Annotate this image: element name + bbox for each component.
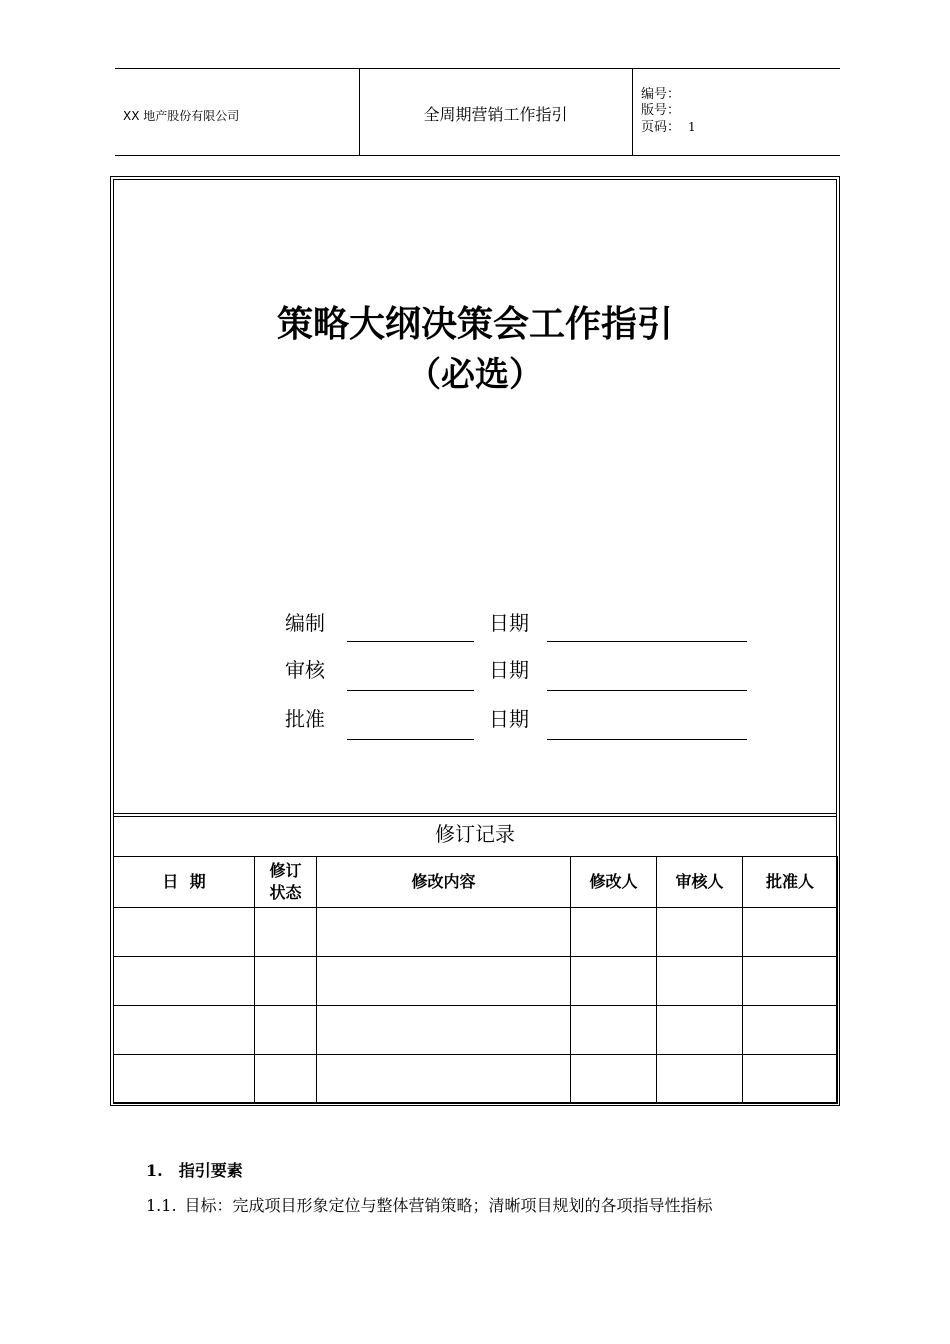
- section-separator: [113, 816, 837, 817]
- table-cell: [114, 908, 255, 957]
- section-number: 1.: [146, 1161, 163, 1180]
- table-cell: [657, 1055, 743, 1104]
- compile-label: 编制: [285, 611, 325, 635]
- version-label: 版号：: [641, 103, 681, 118]
- review-date-line: [547, 690, 747, 691]
- col-date: 日 期: [114, 857, 255, 908]
- table-row: [114, 1055, 838, 1104]
- header-meta: [641, 87, 696, 136]
- compile-date-line: [547, 641, 747, 642]
- table-cell: [317, 1006, 571, 1055]
- table-cell: [571, 1055, 657, 1104]
- revision-header-row: [114, 857, 838, 908]
- section-title: 指引要素: [178, 1161, 243, 1180]
- page-number: 1: [688, 120, 696, 134]
- review-label: 审核: [285, 658, 325, 682]
- table-cell: [743, 1055, 838, 1104]
- approve-date-label: 日期: [489, 707, 529, 731]
- table-cell: [571, 908, 657, 957]
- col-content: 修改内容: [317, 857, 571, 908]
- table-cell: [743, 908, 838, 957]
- revision-table: [113, 856, 838, 1104]
- code-label: 编号：: [641, 87, 681, 102]
- cover-subtitle: （必选）: [407, 355, 543, 395]
- table-cell: [743, 957, 838, 1006]
- table-cell: [114, 1055, 255, 1104]
- section-separator: [113, 813, 837, 814]
- page-line: [641, 119, 696, 136]
- approve-date-line: [547, 739, 747, 740]
- header-divider: [632, 69, 633, 155]
- company-name: XX 地产股份有限公司: [123, 109, 240, 123]
- compile-signature-line: [347, 641, 474, 642]
- table-cell: [571, 957, 657, 1006]
- table-cell: [657, 957, 743, 1006]
- table-cell: [255, 908, 317, 957]
- approve-label: 批准: [285, 707, 325, 731]
- table-cell: [743, 1006, 838, 1055]
- table-row: [114, 908, 838, 957]
- col-reviewer: 审核人: [657, 857, 743, 908]
- cover-title: 策略大纲决策会工作指引: [276, 303, 673, 345]
- table-cell: [255, 957, 317, 1006]
- table-cell: [317, 1055, 571, 1104]
- table-row: [114, 957, 838, 1006]
- page-label: 页码：: [641, 120, 681, 135]
- col-status: 修订 状态: [255, 857, 317, 908]
- table-cell: [255, 1006, 317, 1055]
- compile-date-label: 日期: [489, 611, 529, 635]
- page-header: [115, 68, 840, 156]
- col-approver: 批准人: [743, 857, 838, 908]
- review-date-label: 日期: [489, 658, 529, 682]
- header-doc-title: 全周期营销工作指引: [423, 105, 568, 124]
- item-paragraph: [146, 1193, 713, 1216]
- review-signature-line: [347, 690, 474, 691]
- table-cell: [114, 1006, 255, 1055]
- approve-signature-line: [347, 739, 474, 740]
- table-cell: [114, 957, 255, 1006]
- item-text: 目标：完成项目形象定位与整体营销策略；清晰项目规划的各项指导性指标: [184, 1196, 713, 1215]
- table-cell: [317, 908, 571, 957]
- table-cell: [657, 1006, 743, 1055]
- table-cell: [317, 957, 571, 1006]
- section-heading: [146, 1158, 243, 1181]
- table-row: [114, 1006, 838, 1055]
- table-cell: [571, 1006, 657, 1055]
- col-modifier: 修改人: [571, 857, 657, 908]
- revision-title: 修订记录: [435, 822, 515, 846]
- table-cell: [255, 1055, 317, 1104]
- item-number: 1.1.: [146, 1196, 177, 1215]
- table-cell: [657, 908, 743, 957]
